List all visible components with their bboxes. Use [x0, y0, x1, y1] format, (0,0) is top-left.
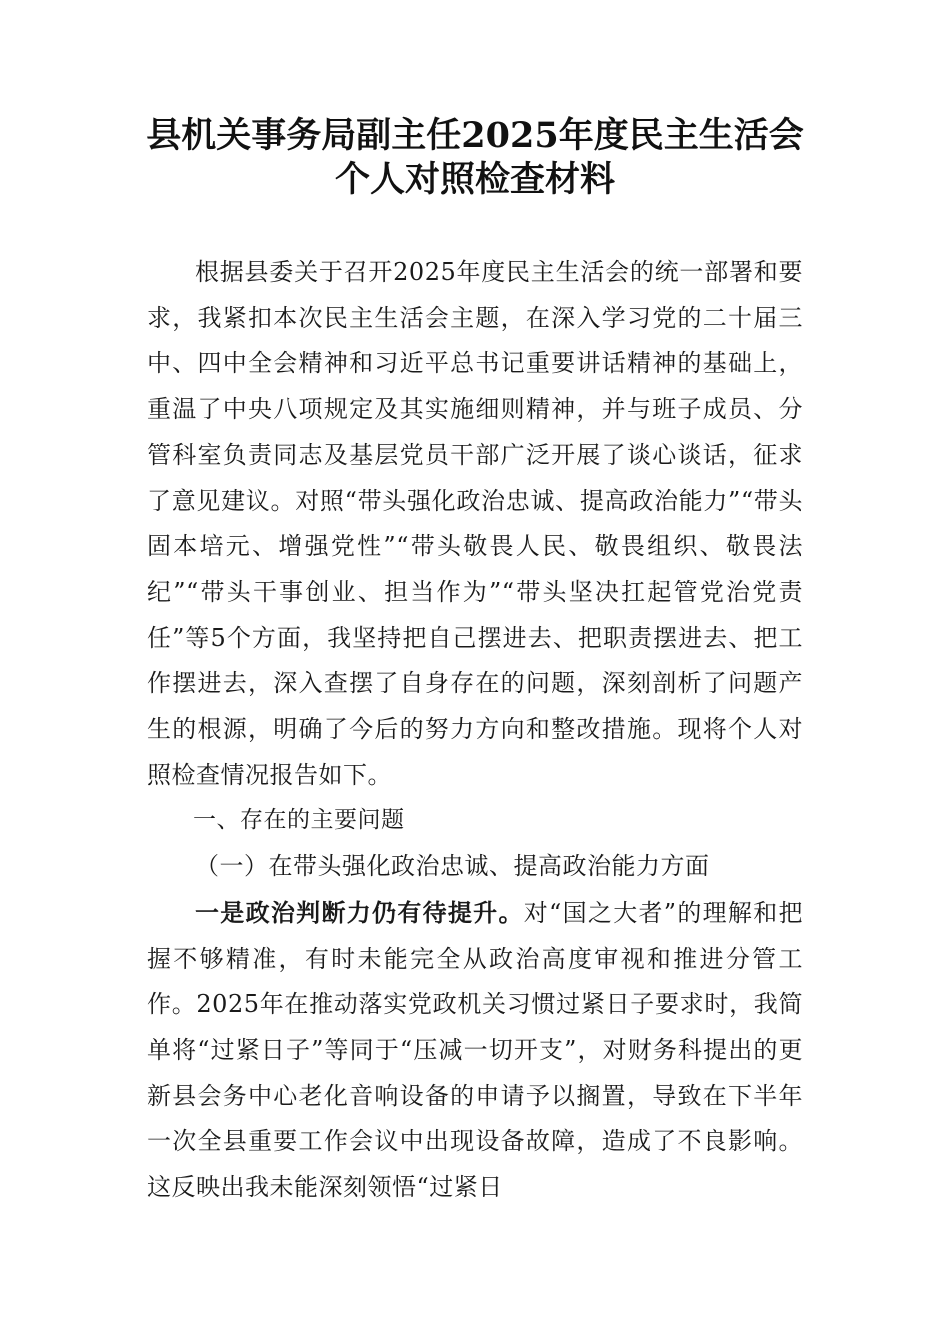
document-title-line-2: 个人对照检查材料 [334, 159, 615, 200]
intro-paragraph: 根据县委关于召开2025年度民主生活会的统一部署和要求，我紧扣本次民主生活会主题，在深入学习党的二十届三中、四中全会精神和习近平总书记重要讲话精神的基础上，重温了中央八项规定及其实施细则精神，并与班子成员、分管科室负责同志及基层党员干部广泛开展了谈心谈话，征求了意见建议。对照“带头强化政治忠诚、提高政治能力”“带头固本培元、增强党性”“带头敬畏人民、敬畏组织、敬畏法纪”“带头干事创业、担当作为”“带头坚决扛起管党治党责任”等5个方面，我坚持把自己摆进去、把职责摆进去、把工作摆进去，深入查摆了自身存在的问题，深刻剖析了问题产生的根源，明确了今后的努力方向和整改措施。现将个人对照检查情况报告如下。 [147, 258, 803, 789]
point-1-text: 对“国之大者”的理解和把握不够精准，有时未能完全从政治高度审视和推进分管工作。2025年在推动落实党政机关习惯过紧日子要求时，我简单将“过紧日子”等同于“压减一切开支”，对财务科提出的更新县会务中心老化音响设备的申请予以搁置，导致在下半年一次全县重要工作会议中出现设备故障，造成了不良影响。这反映出我未能深刻领悟“过紧日 [147, 898, 803, 1202]
point-1-lead: 一是政治判断力仍有待提升。 [195, 897, 524, 927]
document-body [147, 250, 803, 1211]
document-title-line-1: 县机关事务局副主任2025年度民主生活会 [146, 115, 804, 156]
section-heading-problems: 一、存在的主要问题 [193, 807, 405, 834]
point-paragraph-1 [147, 890, 803, 1211]
subsection-heading-political: （一）在带头强化政治忠诚、提高政治能力方面 [195, 852, 710, 881]
